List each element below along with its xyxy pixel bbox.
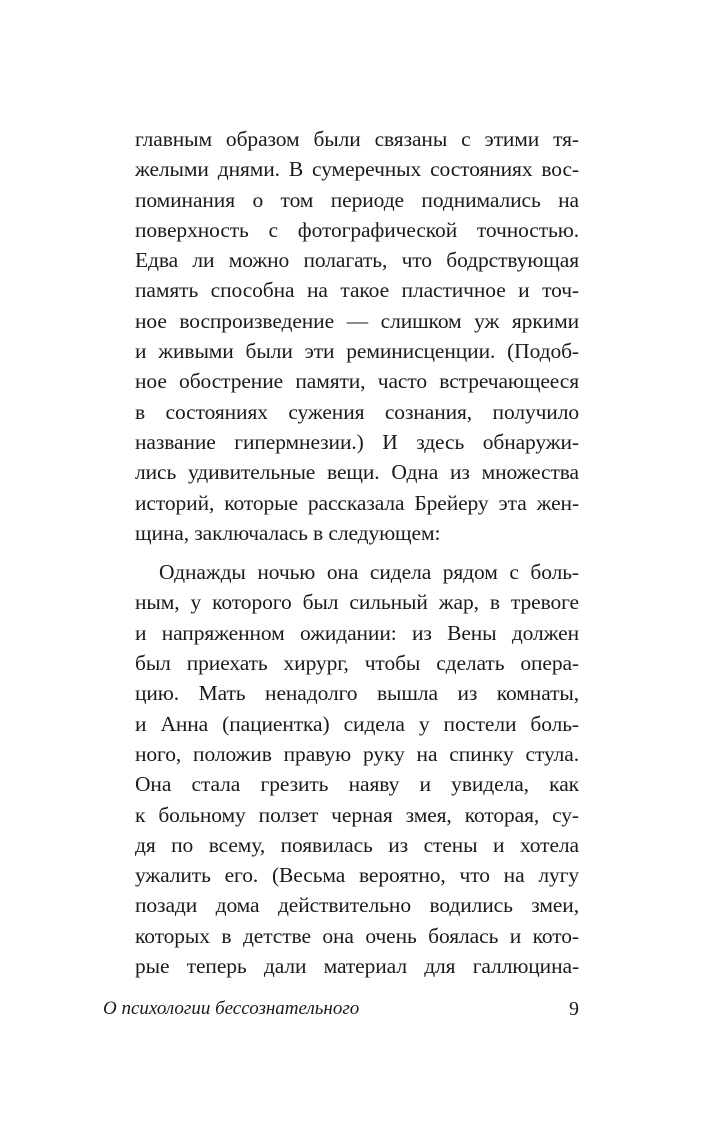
- running-title: О психологии бессознательного: [103, 998, 360, 1019]
- text-line: поминания о том периоде поднимались на: [135, 187, 579, 212]
- paragraph-gap: [135, 548, 579, 557]
- text-line: ное воспроизведение — слишком уж яркими: [135, 308, 579, 333]
- text-line: дя по всему, появилась из стены и хотела: [135, 832, 579, 857]
- text-line: историй, которые рассказала Брейеру эта жен-: [135, 490, 579, 515]
- text-line: ужалить его. (Весьма вероятно, что на лугу: [135, 863, 579, 888]
- text-line: лись удивительные вещи. Одна из множества: [135, 460, 579, 485]
- text-line: которых в детстве она очень боялась и кото-: [135, 923, 579, 948]
- text-line: к больному ползет черная змея, которая, су-: [135, 802, 579, 827]
- text-line: желыми днями. В сумеречных состояниях вос-: [135, 157, 579, 182]
- text-line: был приехать хирург, чтобы сделать опера-: [135, 651, 579, 676]
- text-line: цию. Мать ненадолго вышла из комнаты,: [135, 681, 579, 706]
- text-line: Она стала грезить наяву и увидела, как: [135, 772, 579, 797]
- page-number: 9: [569, 998, 579, 1020]
- text-line: название гипермнезии.) И здесь обнаружи-: [135, 429, 579, 454]
- text-line: в состояниях сужения сознания, получило: [135, 399, 579, 424]
- text-line: главным образом были связаны с этими тя-: [135, 127, 579, 151]
- text-line: память способна на такое пластичное и точ-: [135, 278, 579, 303]
- page-footer: [103, 994, 579, 1024]
- body-text: [135, 124, 579, 981]
- paragraph: [135, 124, 579, 548]
- text-line: щина, заключалась в следующем:: [135, 520, 441, 545]
- text-line: позади дома действительно водились змеи,: [135, 893, 579, 918]
- text-line: поверхность с фотографической точностью.: [135, 217, 579, 242]
- text-line: и Анна (пациентка) сидела у постели боль-: [135, 711, 579, 736]
- text-line: ного, положив правую руку на спинку стула.: [135, 741, 579, 766]
- text-line: рые теперь дали материал для галлюцина-: [135, 954, 579, 979]
- text-line: и живыми были эти реминисценции. (Подоб-: [135, 339, 579, 364]
- text-line: Однажды ночью она сидела рядом с боль-: [159, 560, 579, 585]
- text-line: и напряженном ожидании: из Вены должен: [135, 620, 579, 645]
- text-line: ным, у которого был сильный жар, в тревоге: [135, 590, 579, 615]
- text-line: ное обострение памяти, часто встречающееся: [135, 369, 579, 394]
- paragraph: [135, 557, 579, 981]
- text-line: Едва ли можно полагать, что бодрствующая: [135, 248, 579, 273]
